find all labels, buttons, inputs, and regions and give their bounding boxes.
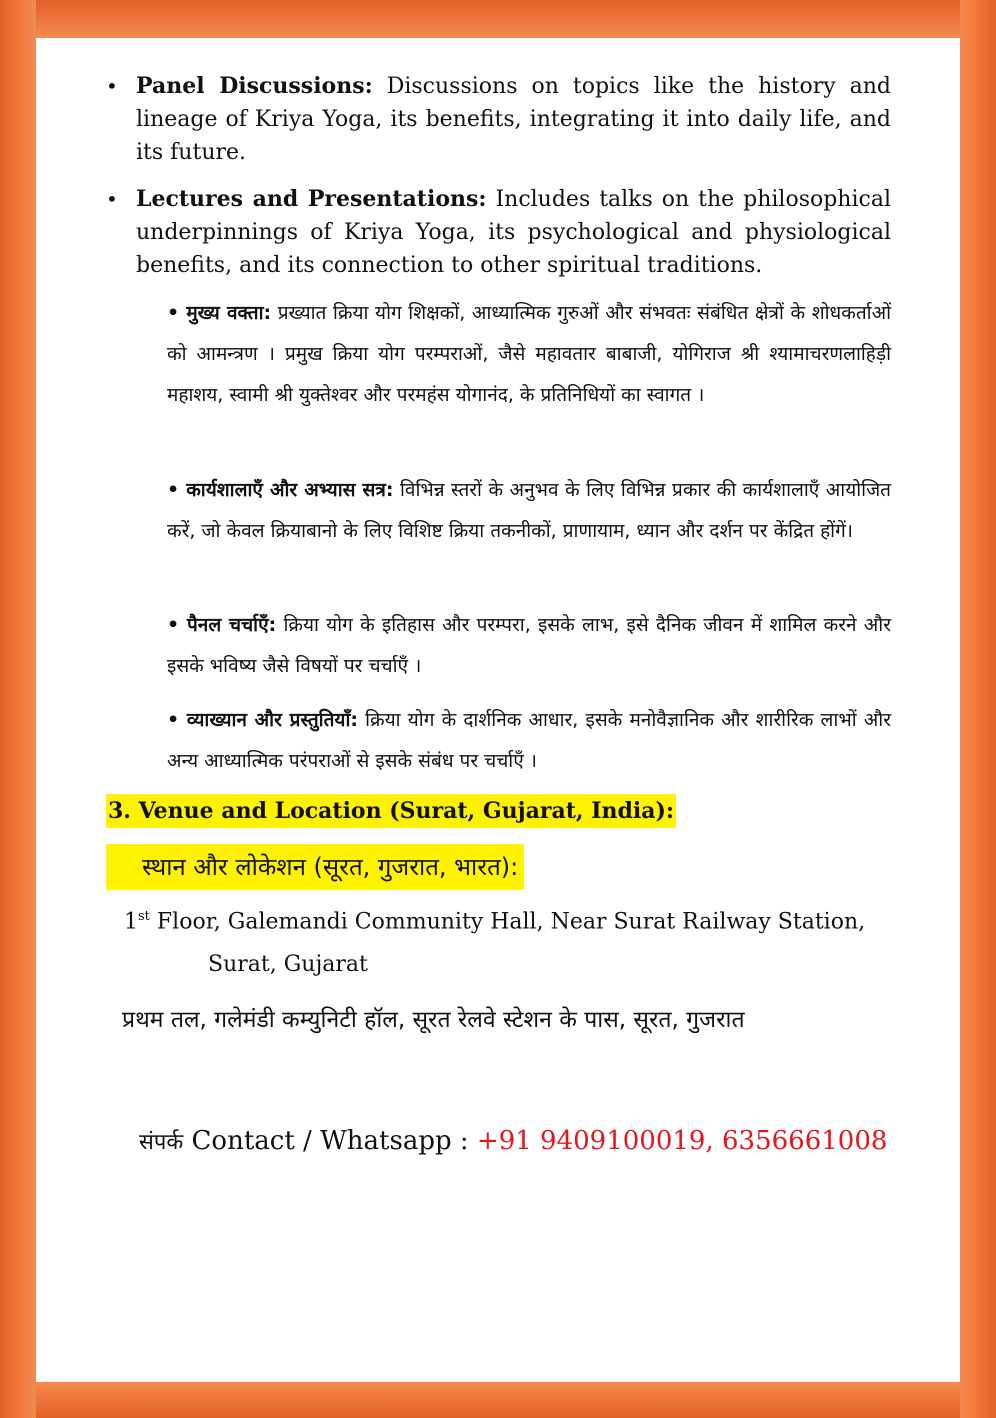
venue-heading-hi: स्थान और लोकेशन (सूरत, गुजरात, भारत):: [106, 844, 524, 890]
bullet-label: Panel Discussions:: [136, 73, 373, 99]
hindi-para-keynote-speakers: [167, 293, 891, 416]
bullet-text: Includes talks on the philosophical underpinnings of Kriya Yoga, its psychological and physiological benefits, and its connection to other spiritual traditions.: [136, 187, 891, 278]
address-hindi: प्रथम तल, गलेमंडी कम्युनिटी हॉल, सूरत रेलवे स्टेशन के पास, सूरत, गुजरात: [122, 1007, 745, 1033]
address-line-1-text: Floor, Galemandi Community Hall, Near Surat Railway Station,: [149, 909, 866, 935]
bullet-panel-discussions: [106, 70, 891, 169]
para-text: क्रिया योग के इतिहास और परम्परा, इसके लाभ, इसे दैनिक जीवन में शामिल करने और इसके भविष्य जैसे विषयों पर चर्चाएँ ।: [167, 614, 892, 677]
address-line-2: Surat, Gujarat: [208, 952, 368, 977]
para-label: • कार्यशालाएँ और अभ्यास सत्र:: [167, 479, 394, 501]
address-floor-number: 1: [124, 909, 138, 935]
bullet-label: Lectures and Presentations:: [136, 186, 487, 212]
contact-line: [139, 1121, 887, 1163]
contact-label-en: Contact / Whatsapp :: [183, 1126, 477, 1156]
para-label: • व्याख्यान और प्रस्तुतियाँ:: [167, 709, 358, 731]
para-label: • मुख्य वक्ता:: [167, 302, 272, 324]
hindi-para-workshops: [167, 470, 891, 552]
hindi-para-lectures: [167, 700, 891, 782]
page-border-left: [0, 0, 36, 1418]
page-border-top: [0, 0, 996, 38]
bullet-dot: •: [106, 187, 118, 211]
bullet-text: Discussions on topics like the history and lineage of Kriya Yoga, its benefits, integrating it into daily life, and its future.: [136, 74, 891, 165]
page-border-right: [960, 0, 996, 1418]
address-line-1: [124, 900, 865, 939]
para-label: • पैनल चर्चाएँ:: [167, 614, 277, 636]
page-border-bottom: [0, 1382, 996, 1418]
para-text: विभिन्न स्तरों के अनुभव के लिए विभिन्न प्रकार की कार्यशालाएँ आयोजित करें, जो केवल क्रियाबानो के लिए विशिष्ट क्रिया तकनीकों, प्राणायाम, ध्यान और दर्शन पर केंद्रित होंगें।: [167, 479, 891, 542]
para-text: क्रिया योग के दार्शनिक आधार, इसके मनोवैज्ञानिक और शारीरिक लाभों और अन्य आध्यात्मिक परंपराओं से इसके संबंध पर चर्चाएँ ।: [167, 709, 892, 772]
page-content: [36, 38, 960, 1382]
venue-heading-en: 3. Venue and Location (Surat, Gujarat, India):: [106, 794, 676, 828]
contact-phone-numbers[interactable]: +91 9409100019, 6356661008: [476, 1126, 888, 1156]
address-floor-suffix: st: [138, 909, 150, 924]
hindi-para-panel-discussions: [167, 605, 891, 687]
para-text: प्रख्यात क्रिया योग शिक्षकों, आध्यात्मिक गुरुओं और संभवतः संबंधित क्षेत्रों के शोधकर्ताओं को आमन्त्रण । प्रमुख क्रिया योग परम्पराओं, जैसे महावतार बाबाजी, योगिराज श्री श्यामाचरणलाहिड़ी महाशय, स्वामी श्री युक्तेश्वर और परमहंस योगानंद, के प्रतिनिधियों का स्वागत ।: [167, 302, 891, 406]
bullet-lectures-presentations: [106, 183, 891, 282]
contact-label-hi: संपर्क: [139, 1130, 184, 1155]
bullet-dot: •: [106, 74, 118, 98]
